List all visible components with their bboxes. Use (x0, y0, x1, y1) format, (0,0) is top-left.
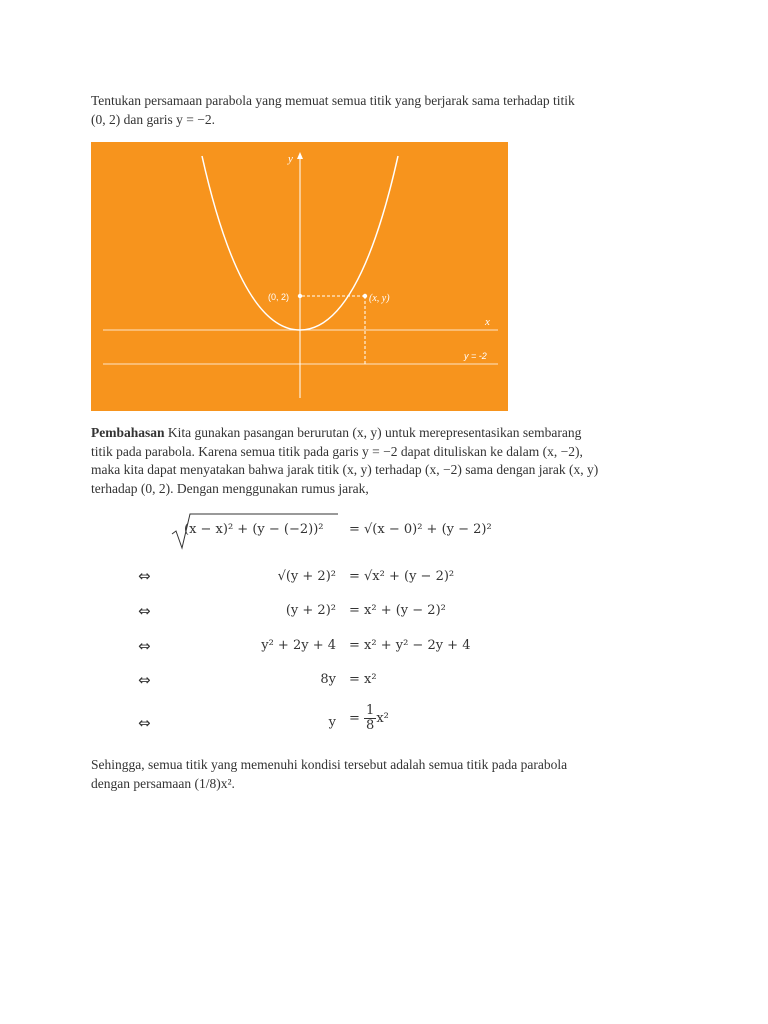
row5-rhs (349, 704, 389, 733)
row2-rhs: = x² + (y − 2)² (349, 603, 446, 618)
solution-text (91, 424, 676, 498)
focus-point (298, 294, 302, 298)
problem-line-1: Tentukan persamaan parabola yang memuat semua titik yang berjarak sama terhadap titik (91, 93, 575, 108)
row2-lhs: (y + 2)² (285, 603, 336, 618)
row1-rhs: = √x² + (y − 2)² (349, 569, 455, 584)
solution-heading: Pembahasan (91, 425, 165, 440)
row4-lhs: 8y (320, 672, 336, 687)
solution-line-4: terhadap (0, 2). Dengan menggunakan rumus jarak, (91, 480, 369, 496)
iff-symbol-4: ⇔ (138, 671, 151, 689)
figure-svg (91, 142, 508, 411)
row3-rhs: = x² + y² − 2y + 4 (349, 638, 471, 653)
y-axis-arrow (297, 152, 303, 159)
xy-point (363, 294, 367, 298)
y-axis-label: y (288, 153, 293, 165)
solution-line-3: maka kita dapat menyatakan bahwa jarak titik (x, y) terhadap (x, −2) sama dengan jarak (x, y) (91, 462, 599, 477)
solution-line-1 (91, 424, 676, 443)
directrix-label: y = -2 (464, 351, 487, 361)
row1-lhs: √(y + 2)² (277, 569, 336, 584)
parabola-figure (91, 142, 508, 411)
row5-tail: x² (376, 711, 389, 726)
fraction-numerator: 1 (366, 703, 375, 718)
x-axis-label: x (485, 316, 490, 328)
row0-lhs: (x − x)² + (y − (−2))² (184, 522, 324, 537)
iff-symbol-3: ⇔ (138, 637, 151, 655)
fraction-denominator: 8 (366, 718, 375, 733)
row0-rhs: = √(x − 0)² + (y − 2)² (349, 522, 492, 537)
iff-symbol-2: ⇔ (138, 602, 151, 620)
conclusion-text (91, 756, 676, 793)
fraction-one-eighth (364, 704, 376, 733)
focus-label: (0, 2) (268, 292, 290, 302)
xy-label: (x, y) (369, 293, 390, 304)
iff-symbol-1: ⇔ (138, 567, 151, 585)
problem-text (91, 92, 676, 129)
row4-rhs: = x² (349, 672, 377, 687)
conclusion-line-1: Sehingga, semua titik yang memenuhi kondisi tersebut adalah semua titik pada parabola (91, 757, 568, 772)
problem-line-2: (0, 2) dan garis y = −2. (91, 111, 215, 127)
row5-lhs: y (328, 715, 336, 730)
solution-line-2: titik pada parabola. Karena semua titik pada garis y = −2 dapat dituliskan ke dalam (x, −2), (91, 443, 583, 459)
row5-equals: = (349, 711, 360, 726)
solution-line-1-rest: Kita gunakan pasangan berurutan (x, y) untuk merepresentasikan sembarang (164, 425, 582, 440)
iff-symbol-5: ⇔ (138, 714, 151, 732)
row3-lhs: y² + 2y + 4 (261, 638, 336, 653)
conclusion-line-2: dengan persamaan (1/8)x². (91, 775, 235, 791)
